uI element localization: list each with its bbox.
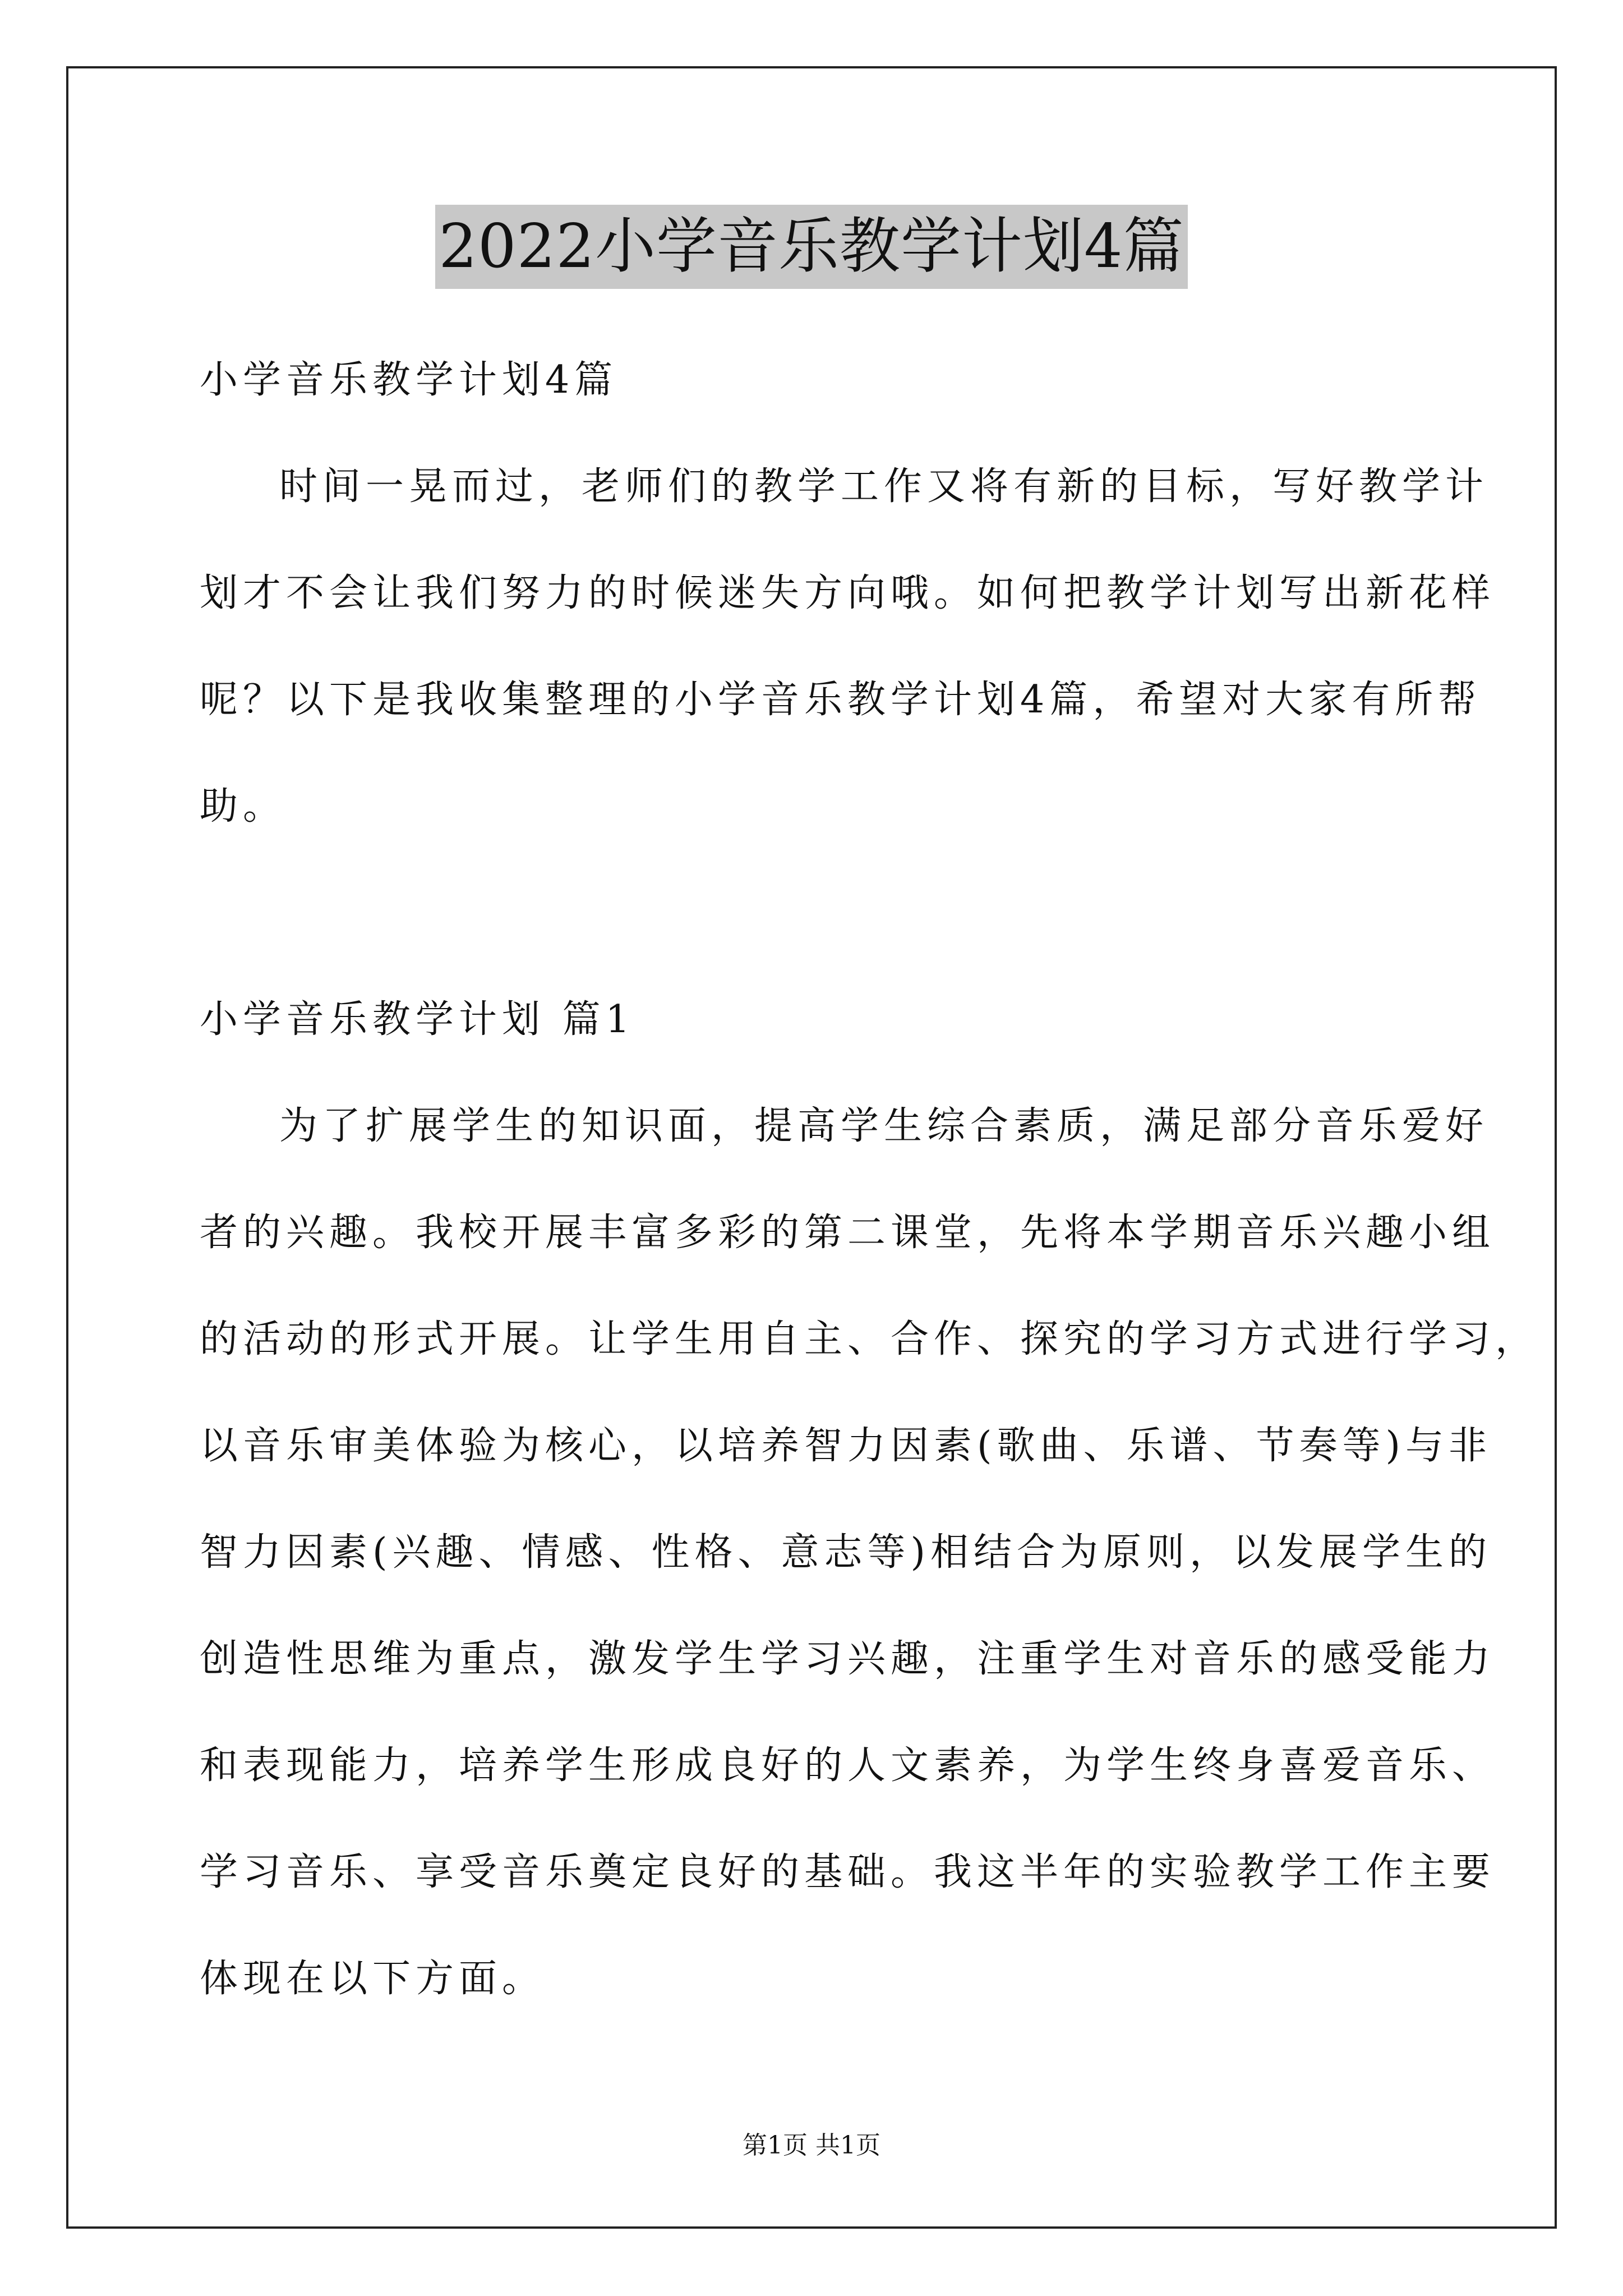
title-container <box>0 205 1623 289</box>
section-heading: 小学音乐教学计划 篇1 <box>200 997 635 1042</box>
intro-line-2: 划才不会让我们努力的时候迷失方向哦。如何把教学计划写出新花样 <box>200 571 1496 615</box>
page-footer: 第1页 共1页 <box>743 2131 880 2160</box>
section-line-2: 者的兴趣。我校开展丰富多彩的第二课堂，先将本学期音乐兴趣小组 <box>200 1211 1496 1255</box>
document-subtitle: 小学音乐教学计划4篇 <box>200 358 618 402</box>
section-line-6: 创造性思维为重点，激发学生学习兴趣，注重学生对音乐的感受能力 <box>200 1637 1496 1681</box>
section-line-8: 学习音乐、享受音乐奠定良好的基础。我这半年的实验教学工作主要 <box>200 1850 1496 1894</box>
document-title: 2022小学音乐教学计划4篇 <box>435 205 1188 289</box>
section-line-9: 体现在以下方面。 <box>200 1957 546 2001</box>
intro-line-3: 呢？以下是我收集整理的小学音乐教学计划4篇，希望对大家有所帮 <box>200 678 1482 722</box>
section-line-4: 以音乐审美体验为核心，以培养智力因素(歌曲、乐谱、节奏等)与非 <box>200 1424 1492 1468</box>
intro-line-1: 时间一晃而过，老师们的教学工作又将有新的目标，写好教学计 <box>279 464 1489 509</box>
section-line-7: 和表现能力，培养学生形成良好的人文素养，为学生终身喜爱音乐、 <box>200 1743 1496 1788</box>
section-line-1: 为了扩展学生的知识面，提高学生综合素质，满足部分音乐爱好 <box>279 1104 1489 1148</box>
section-line-3: 的活动的形式开展。让学生用自主、合作、探究的学习方式进行学习， <box>200 1317 1539 1361</box>
section-line-5: 智力因素(兴趣、情感、性格、意志等)相结合为原则，以发展学生的 <box>200 1530 1492 1575</box>
intro-line-4: 助。 <box>200 784 287 829</box>
